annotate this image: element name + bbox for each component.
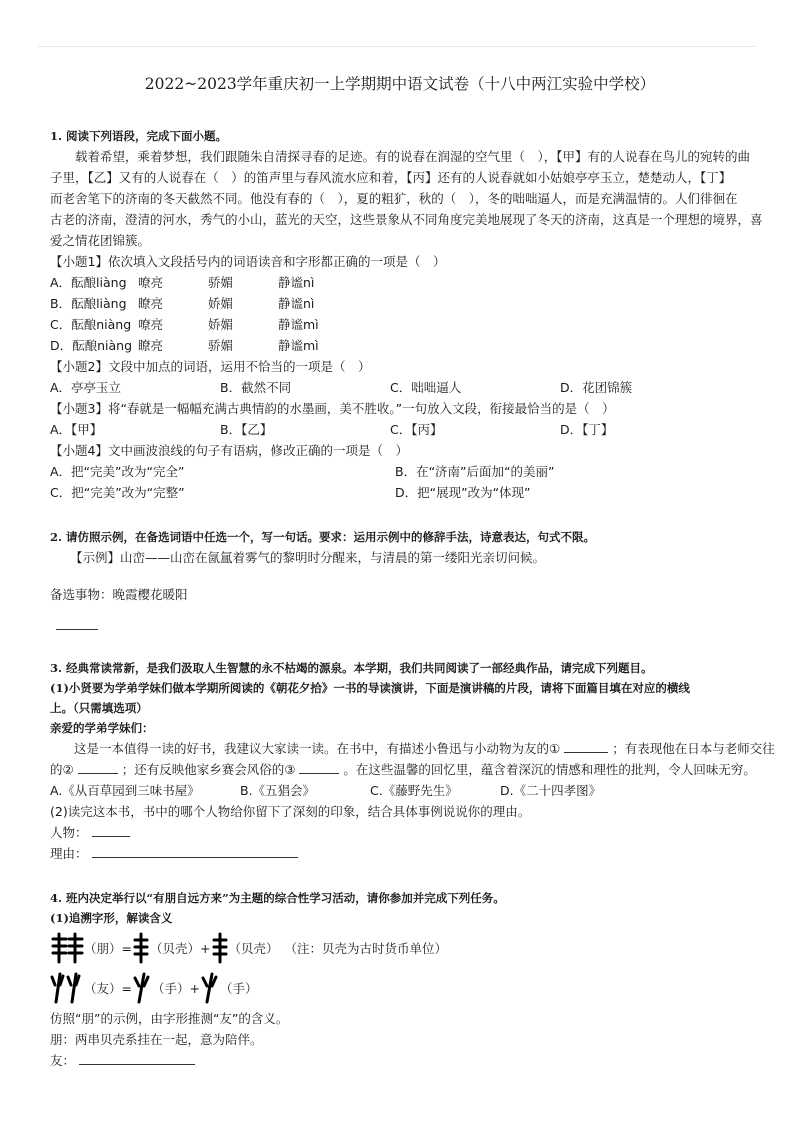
subquestion-2: 【小题2】文段中加点的词语，运用不恰当的一项是（ ） <box>50 359 371 374</box>
option-row <box>50 314 750 335</box>
you-answer-blank[interactable] <box>79 1051 195 1065</box>
option-d[interactable]: D．把“展现”改为“体现” <box>395 485 531 500</box>
shell-string-glyph-icon <box>132 931 150 965</box>
plus-sign: + <box>200 940 211 956</box>
option-b[interactable]: B．酝酿liàng <box>50 296 127 311</box>
ancient-you-glyph-icon <box>50 971 84 1005</box>
option-a[interactable]: A．把“完美”改为“完全” <box>50 464 185 479</box>
person-label: 人物： <box>50 825 88 840</box>
option-row <box>50 780 750 801</box>
part-label: （贝壳） <box>228 941 279 956</box>
option-c[interactable]: C．把“完美”改为“完整” <box>50 485 185 500</box>
option-word: 瞭亮 <box>138 296 164 311</box>
option-word: 静谧nì <box>278 296 315 311</box>
question-4-head: 4. 班内决定举行以“有朋自远方来”为主题的综合性学习活动，请你参加并完成下列任务。 <box>50 891 505 905</box>
option-b[interactable]: B．在“济南”后面加“的美丽” <box>395 464 555 479</box>
option-word: 静谧mì <box>278 338 319 353</box>
hand-glyph-icon <box>132 971 152 1005</box>
equals-sign: = <box>121 940 132 956</box>
shell-string-glyph-icon <box>211 931 229 965</box>
option-word: 静谧nì <box>278 275 315 290</box>
speech-text: ；有表现他在日本与老师交往 <box>612 741 775 756</box>
option-c[interactable]: C．【丙】 <box>390 422 443 437</box>
subquestion-3: 【小题3】将“春就是一幅幅充满古典情韵的水墨画，美不胜收。”一句放入文段，衔接最恰当的是（ ） <box>50 401 615 416</box>
equals-sign: = <box>121 980 132 996</box>
option-b[interactable]: B.《五猖会》 <box>240 783 316 798</box>
instruction-text: 仿照“朋”的示例，由字形推测“友”的含义。 <box>50 1011 289 1026</box>
passage-line: 而老舍笔下的济南的冬天截然不同。他没有春的（ ），夏的粗犷，秋的（ ），冬的咄咄逼人，而是充满温情的。人们徘徊在 <box>50 191 738 206</box>
plus-sign: + <box>189 980 200 996</box>
speech-line <box>50 738 775 759</box>
option-word: 骄媚 <box>208 338 234 353</box>
option-a[interactable]: A.《从百草园到三味书屋》 <box>50 783 200 798</box>
passage-line: 爱之情花团锦簇。 <box>50 233 151 248</box>
reason-line <box>50 843 750 864</box>
option-word: 静谧mì <box>278 317 319 332</box>
option-c[interactable]: C．酝酿niàng <box>50 317 132 332</box>
option-word: 娇媚 <box>208 296 234 311</box>
note-text: （注：贝壳为古时货币单位） <box>284 941 448 956</box>
passage-line: 子里，【乙】又有的人说春在（ ）的笛声里与春风流水应和着，【丙】还有的人说春就如小姑娘亭亭玉立，楚楚动人，【丁】 <box>50 170 732 185</box>
option-word: 骄媚 <box>208 275 234 290</box>
candidate-items: 备选事物：晚霞樱花暖阳 <box>50 587 188 602</box>
option-a[interactable]: A．酝酿liàng <box>50 275 127 290</box>
you-label: 友： <box>50 1053 76 1068</box>
question-3 <box>50 658 775 864</box>
part-label: （贝壳） <box>150 941 201 956</box>
answer-blank-1[interactable] <box>564 739 608 753</box>
option-b[interactable]: B．截然不同 <box>220 380 292 395</box>
part-label: （手） <box>152 981 190 996</box>
option-word: 嘹亮 <box>138 275 164 290</box>
reason-label: 理由： <box>50 846 88 861</box>
option-d[interactable]: D.《二十四孝图》 <box>500 783 602 798</box>
exam-page <box>50 72 775 1071</box>
question-1-head: 1. 阅读下列语段，完成下面小题。 <box>50 129 228 143</box>
option-b[interactable]: B．【乙】 <box>220 422 273 437</box>
reason-blank[interactable] <box>92 844 298 858</box>
answer-blank-3[interactable] <box>299 760 339 774</box>
question-2-head: 2. 请仿照示例，在备选词语中任选一个，写一句话。要求：运用示例中的修辞手法，诗意表达，句式不限。 <box>50 530 596 544</box>
answer-blank[interactable] <box>56 616 98 630</box>
option-c[interactable]: C．咄咄逼人 <box>390 380 462 395</box>
example-text: 【示例】山峦——山峦在氤氲着雾气的黎明时分醒来，与清晨的第一缕阳光亲切问候。 <box>70 550 546 565</box>
person-blank[interactable] <box>92 823 130 837</box>
subquestion-2: (2)读完这本书，书中的哪个人物给你留下了深刻的印象，结合具体事例说说你的理由。 <box>50 804 531 819</box>
glyph-row-peng <box>50 928 750 968</box>
question-3-head: 3. 经典常读常新，是我们汲取人生智慧的永不枯竭的源泉。本学期，我们共同阅读了一部经典作品，请完成下列题目。 <box>50 661 653 675</box>
person-line <box>50 822 750 843</box>
passage-line: 载着希望，乘着梦想，我们跟随朱自清探寻春的足迹。有的说春在润湿的空气里（ ），【甲】有的人说春在鸟儿的宛转的曲 <box>75 149 751 164</box>
char-label: （朋） <box>84 941 122 956</box>
greeting: 亲爱的学弟学妹们： <box>50 721 154 735</box>
speech-text: ；还有反映他家乡赛会风俗的③ <box>121 762 296 777</box>
option-row <box>50 335 750 356</box>
option-row <box>50 482 750 503</box>
speech-text: 。在这些温馨的回忆里，蕴含着深沉的情感和理性的批判，令人回味无穷。 <box>343 762 756 777</box>
option-a[interactable]: A．亭亭玉立 <box>50 380 122 395</box>
option-word: 嘹亮 <box>138 317 164 332</box>
answer-blank-2[interactable] <box>78 760 118 774</box>
speech-text: 的② <box>50 762 74 777</box>
question-1 <box>50 126 763 503</box>
subquestion-1: (1)小贤要为学弟学妹们做本学期所阅读的《朝花夕拾》一书的导读演讲，下面是演讲稿的片段，请将下面篇目填在对应的横线 <box>50 681 690 695</box>
option-word: 瞭亮 <box>138 338 164 353</box>
passage-line: 古老的济南，澄清的河水，秀气的小山，蓝光的天空，这些景象从不同角度完美地展现了冬天的济南，这真是一个理想的境界，喜 <box>50 212 763 227</box>
option-row <box>50 293 750 314</box>
top-rule <box>38 46 756 47</box>
ancient-peng-glyph-icon <box>50 931 84 965</box>
glyph-row-you <box>50 968 750 1008</box>
question-4 <box>50 888 750 1071</box>
option-row <box>50 419 750 440</box>
peng-meaning: 朋：两串贝壳系挂在一起，意为陪伴。 <box>50 1032 263 1047</box>
char-label: （友） <box>84 981 122 996</box>
subquestion-1: 【小题1】依次填入文段括号内的词语读音和字形都正确的一项是（ ） <box>50 254 446 269</box>
option-d[interactable]: D．酝酿niàng <box>50 338 133 353</box>
hand-glyph-icon <box>200 971 220 1005</box>
option-word: 娇媚 <box>208 317 234 332</box>
subquestion-1: (1)追溯字形，解读含义 <box>50 911 173 925</box>
option-c[interactable]: C.《藤野先生》 <box>370 783 458 798</box>
you-line <box>50 1050 750 1071</box>
option-row <box>50 272 750 293</box>
question-2 <box>50 527 750 634</box>
subquestion-4: 【小题4】文中画波浪线的句子有语病，修改正确的一项是（ ） <box>50 443 408 458</box>
speech-line <box>50 759 756 780</box>
part-label: （手） <box>220 981 258 996</box>
option-d[interactable]: D．花团锦簇 <box>560 380 633 395</box>
option-d[interactable]: D．【丁】 <box>560 422 614 437</box>
speech-text: 这是一本值得一读的好书，我建议大家读一读。在书中，有描述小鲁迅与小动物为友的① <box>74 741 561 756</box>
option-a[interactable]: A．【甲】 <box>50 422 103 437</box>
subquestion-1-cont: 上。（只需填选项） <box>50 701 148 715</box>
page-title: 2022~2023学年重庆初一上学期期中语文试卷（十八中两江实验中学校） <box>144 75 656 93</box>
option-row <box>50 461 750 482</box>
option-row <box>50 377 750 398</box>
